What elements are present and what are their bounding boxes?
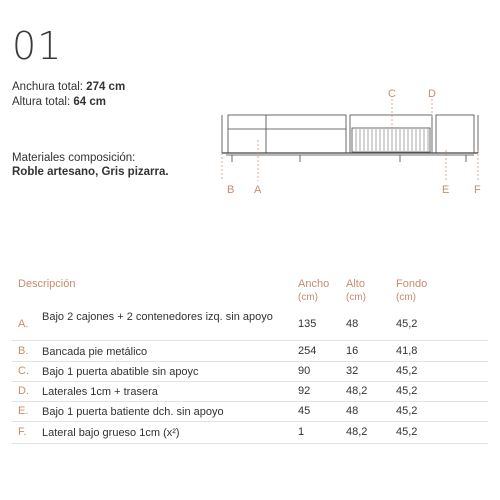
row-divider <box>12 401 488 402</box>
row-description: Bajo 1 puerta batiente dch. sin apoyo <box>42 406 224 418</box>
col-header-description: Descripción <box>18 278 76 290</box>
row-height: 48,2 <box>346 385 368 397</box>
materials-value: Roble artesano, Gris pizarra. <box>12 166 169 178</box>
row-letter: A. <box>18 318 29 330</box>
row-letter: D. <box>18 385 29 397</box>
module-c <box>350 115 432 153</box>
row-height: 48 <box>346 405 359 417</box>
row-width: 45 <box>298 405 311 417</box>
col-header-height: Alto <box>346 278 365 290</box>
col-header-width-unit: (cm) <box>298 292 318 303</box>
total-width-label: Anchura total: <box>12 81 83 93</box>
total-width-value: 274 cm <box>86 81 126 93</box>
row-divider <box>12 361 488 362</box>
row-description: Bancada pie metálico <box>42 346 148 358</box>
row-width: 254 <box>298 345 317 357</box>
row-description: Lateral bajo grueso 1cm (x²) <box>42 427 180 439</box>
label-b: B <box>227 184 235 196</box>
label-d: D <box>428 88 436 100</box>
row-width: 92 <box>298 385 311 397</box>
row-height: 32 <box>346 365 359 377</box>
row-width: 1 <box>298 426 305 438</box>
row-width: 90 <box>298 365 311 377</box>
row-divider <box>12 443 488 444</box>
row-height: 48,2 <box>346 426 368 438</box>
row-depth: 45,2 <box>396 405 418 417</box>
row-description: Bajo 2 cajones + 2 contenedores izq. sin apoyo <box>42 311 273 323</box>
label-f: F <box>474 184 481 196</box>
row-depth: 45,2 <box>396 365 418 377</box>
col-header-width: Ancho <box>298 278 330 290</box>
row-depth: 41,8 <box>396 345 418 357</box>
fluted-lines <box>356 129 428 151</box>
label-a: A <box>254 184 262 196</box>
row-divider <box>12 421 488 422</box>
product-number: 01 <box>12 24 63 68</box>
col-header-depth: Fondo <box>396 278 428 290</box>
row-letter: F. <box>18 426 27 438</box>
label-c: C <box>388 88 396 100</box>
row-description: Bajo 1 puerta abatible sin apoyc <box>42 366 199 378</box>
col-header-height-unit: (cm) <box>346 292 366 303</box>
label-e: E <box>442 184 450 196</box>
row-height: 48 <box>346 318 359 330</box>
row-letter: C. <box>18 365 29 377</box>
module-e <box>436 115 474 153</box>
row-description: Laterales 1cm + trasera <box>42 386 158 398</box>
row-height: 16 <box>346 345 359 357</box>
furniture-diagram <box>0 0 500 210</box>
col-header-depth-unit: (cm) <box>396 292 416 303</box>
total-height-value: 64 cm <box>73 96 106 108</box>
module-a <box>228 115 346 153</box>
row-depth: 45,2 <box>396 426 418 438</box>
row-width: 135 <box>298 318 317 330</box>
row-letter: B. <box>18 345 29 357</box>
row-divider <box>12 340 488 341</box>
row-divider <box>12 381 488 382</box>
total-height-label: Altura total: <box>12 96 71 108</box>
row-depth: 45,2 <box>396 318 418 330</box>
row-depth: 45,2 <box>396 385 418 397</box>
row-letter: E. <box>18 405 29 417</box>
materials-label: Materiales composición: <box>12 152 136 164</box>
